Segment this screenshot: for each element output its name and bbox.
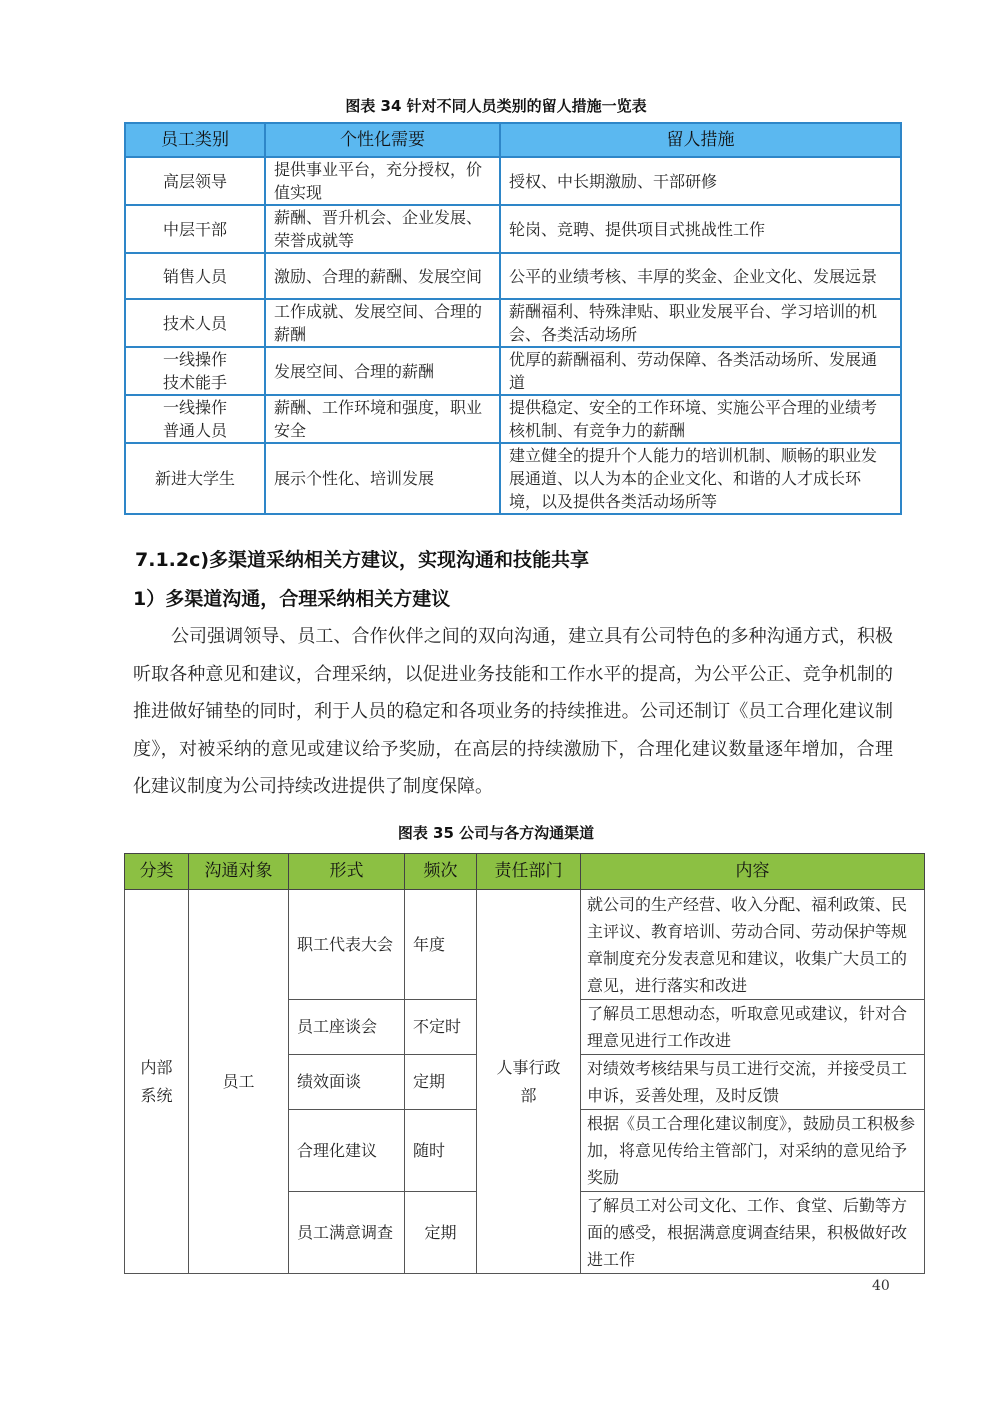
row-needs: 薪酬、晋升机会、企业发展、荣誉成就等 (265, 205, 500, 253)
table35-caption: 图表 35 公司与各方沟通渠道 (397, 824, 595, 842)
row-frequency: 不定时 (405, 1000, 477, 1055)
body-paragraph: 公司强调领导、员工、合作伙伴之间的双向沟通，建立具有公司特色的多种沟通方式，积极听取各种意见和建议，合理采纳，以促进业务技能和工作水平的提高，为公平公正、竞争机制的推进做好铺垫的同时，利于人员的稳定和各项业务的持续推进。公司还制订《员工合理化建议制度》，对被采纳的意见或建议给予奖励，在高层的持续激励下，合理化建议数量逐年增加，合理化建议制度为公司持续改进提供了制度保障。 (133, 626, 893, 797)
header-form: 形式 (289, 854, 405, 890)
table-row (125, 205, 901, 253)
row-category: 高层领导 (125, 157, 265, 205)
row-content: 根据《员工合理化建议制度》，鼓励员工积极参加，将意见传给主管部门，对采纳的意见给予奖励 (581, 1110, 925, 1192)
header-target: 沟通对象 (189, 854, 289, 890)
row-category: 一线操作技术能手 (125, 347, 265, 395)
table-row (125, 443, 901, 514)
header-measures: 留人措施 (500, 123, 901, 157)
row-content: 就公司的生产经营、收入分配、福利政策、民主评议、教育培训、劳动合同、劳动保护等规章制度充分发表意见和建议，收集广大员工的意见，进行落实和改进 (581, 890, 925, 1000)
row-category: 新进大学生 (125, 443, 265, 514)
row-category: 销售人员 (125, 253, 265, 299)
table-row (125, 299, 901, 347)
group-department: 人事行政部 (477, 890, 581, 1274)
group-category: 内部系统 (125, 890, 189, 1274)
header-content: 内容 (581, 854, 925, 890)
header-category: 员工类别 (125, 123, 265, 157)
row-content: 了解员工对公司文化、工作、食堂、后勤等方面的感受，根据满意度调查结果，积极做好改进工作 (581, 1192, 925, 1274)
page-number: 40 (872, 1278, 890, 1294)
row-needs: 工作成就、发展空间、合理的薪酬 (265, 299, 500, 347)
header-category: 分类 (125, 854, 189, 890)
row-measures: 薪酬福利、特殊津贴、职业发展平台、学习培训的机会、各类活动场所 (500, 299, 901, 347)
row-needs: 提供事业平台，充分授权，价值实现 (265, 157, 500, 205)
table34-caption: 图表 34 针对不同人员类别的留人措施一览表 (345, 97, 647, 115)
communication-channels-table (124, 853, 925, 1274)
row-measures: 轮岗、竞聘、提供项目式挑战性工作 (500, 205, 901, 253)
row-needs: 展示个性化、培训发展 (265, 443, 500, 514)
row-form: 职工代表大会 (289, 890, 405, 1000)
row-measures: 公平的业绩考核、丰厚的奖金、企业文化、发展远景 (500, 253, 901, 299)
row-frequency: 定期 (405, 1055, 477, 1110)
row-content: 了解员工思想动态，听取意见或建议，针对合理意见进行工作改进 (581, 1000, 925, 1055)
table-row (125, 890, 925, 1000)
row-form: 绩效面谈 (289, 1055, 405, 1110)
row-measures: 建立健全的提升个人能力的培训机制、顺畅的职业发展通道、以人为本的企业文化、和谐的人才成长环境，以及提供各类活动场所等 (500, 443, 901, 514)
row-content: 对绩效考核结果与员工进行交流，并接受员工申诉，妥善处理，及时反馈 (581, 1055, 925, 1110)
table-row (125, 395, 901, 443)
header-department: 责任部门 (477, 854, 581, 890)
row-category: 中层干部 (125, 205, 265, 253)
retention-measures-table (124, 122, 902, 515)
row-category: 技术人员 (125, 299, 265, 347)
row-category: 一线操作普通人员 (125, 395, 265, 443)
row-measures: 授权、中长期激励、干部研修 (500, 157, 901, 205)
section-subheading: 1）多渠道沟通，合理采纳相关方建议 (133, 588, 451, 610)
table-row (125, 157, 901, 205)
table-row (125, 253, 901, 299)
table-header-row (125, 854, 925, 890)
header-frequency: 频次 (405, 854, 477, 890)
section-heading: 7.1.2c)多渠道采纳相关方建议，实现沟通和技能共享 (135, 549, 590, 571)
row-needs: 激励、合理的薪酬、发展空间 (265, 253, 500, 299)
row-form: 合理化建议 (289, 1110, 405, 1192)
row-form: 员工满意调查 (289, 1192, 405, 1274)
header-needs: 个性化需要 (265, 123, 500, 157)
row-frequency: 年度 (405, 890, 477, 1000)
group-target: 员工 (189, 890, 289, 1274)
row-form: 员工座谈会 (289, 1000, 405, 1055)
table-header-row (125, 123, 901, 157)
row-measures: 优厚的薪酬福利、劳动保障、各类活动场所、发展通道 (500, 347, 901, 395)
row-needs: 发展空间、合理的薪酬 (265, 347, 500, 395)
table-row (125, 347, 901, 395)
row-frequency: 定期 (405, 1192, 477, 1274)
row-frequency: 随时 (405, 1110, 477, 1192)
row-measures: 提供稳定、安全的工作环境、实施公平合理的业绩考核机制、有竞争力的薪酬 (500, 395, 901, 443)
row-needs: 薪酬、工作环境和强度，职业安全 (265, 395, 500, 443)
